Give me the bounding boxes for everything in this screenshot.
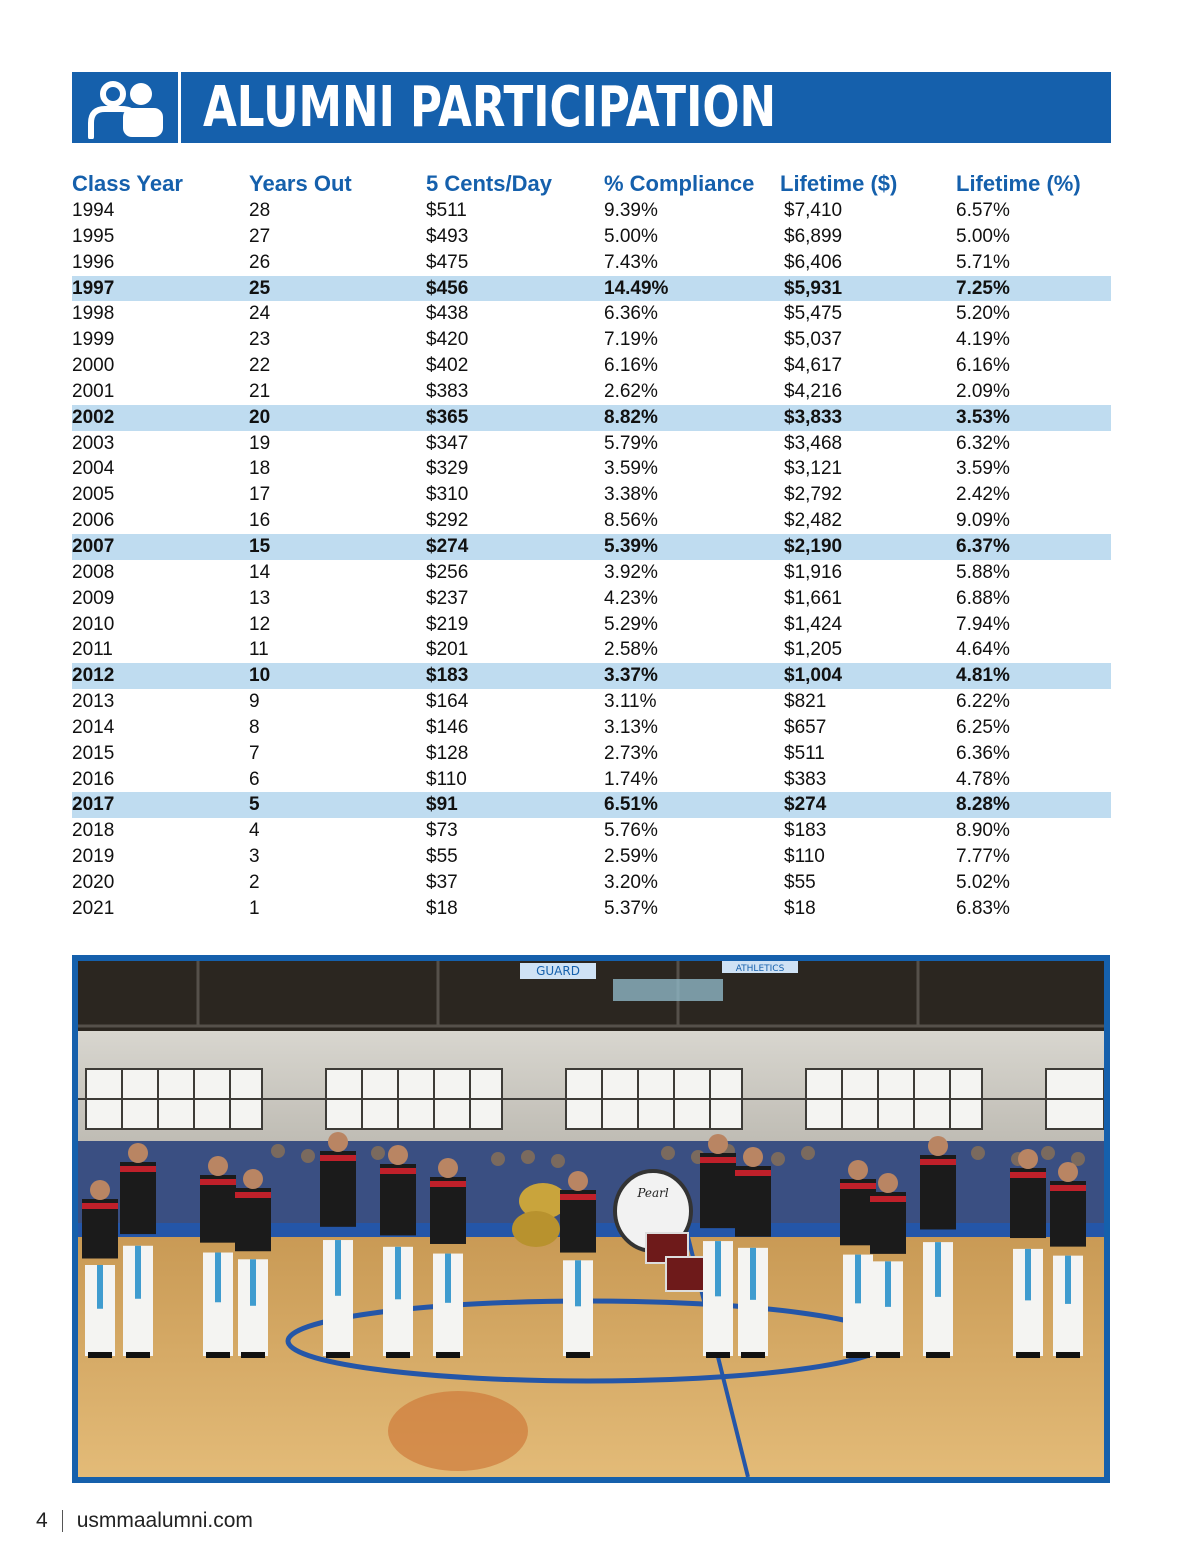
column-header: 5 Cents/Day — [426, 171, 552, 196]
table-row — [72, 301, 1111, 327]
alumni-participation-table — [72, 170, 1111, 922]
table-cell: $183 — [784, 820, 827, 842]
table-cell: 5.29% — [604, 613, 658, 635]
table-cell: $55 — [784, 871, 816, 893]
table-row — [72, 689, 1111, 715]
table-cell: 3.38% — [604, 484, 658, 506]
table-cell: 2016 — [72, 768, 115, 790]
table-cell: $310 — [426, 484, 469, 506]
table-row — [72, 818, 1111, 844]
table-cell: $292 — [426, 510, 469, 532]
table-row — [72, 379, 1111, 405]
table-cell: 2.58% — [604, 639, 658, 661]
table-cell: 2011 — [72, 639, 113, 661]
table-cell: $73 — [426, 820, 458, 842]
table-cell: 6.36% — [956, 742, 1010, 764]
table-cell: $18 — [784, 897, 816, 919]
table-cell: 24 — [249, 303, 271, 325]
table-cell: 1 — [249, 897, 260, 919]
table-cell: 4.81% — [956, 665, 1010, 687]
table-cell: 2.42% — [956, 484, 1010, 506]
table-row — [72, 276, 1111, 302]
table-cell: 3.59% — [604, 458, 658, 480]
table-cell: 5.00% — [604, 225, 658, 247]
table-cell: 6 — [249, 768, 260, 790]
table-cell: 28 — [249, 200, 271, 221]
table-cell: 3.37% — [604, 665, 658, 687]
table-cell: 4.19% — [956, 329, 1010, 351]
table-cell: 6.16% — [956, 355, 1010, 377]
table-cell: $146 — [426, 716, 469, 738]
table-cell: 8 — [249, 716, 260, 738]
section-banner — [72, 72, 1111, 143]
table-cell: $274 — [426, 535, 469, 557]
table-cell: $821 — [784, 691, 827, 713]
table-cell: 6.88% — [956, 587, 1010, 609]
table-cell: 6.32% — [956, 432, 1010, 454]
table-cell: 5.00% — [956, 225, 1010, 247]
table-cell: 6.57% — [956, 200, 1010, 221]
gym-banner-text: ATHLETICS — [735, 964, 785, 974]
banner-divider — [178, 72, 181, 143]
table-cell: 1999 — [72, 329, 115, 351]
drum-brand-text: Pearl — [637, 1186, 669, 1200]
table-row — [72, 431, 1111, 457]
table-cell: 1997 — [72, 277, 115, 299]
table-cell: 14 — [249, 561, 271, 583]
table-cell: 8.90% — [956, 820, 1010, 842]
table-row — [72, 586, 1111, 612]
table-cell: 2001 — [72, 380, 115, 402]
table-cell: $37 — [426, 871, 458, 893]
table-row — [72, 715, 1111, 741]
table-cell: 6.16% — [604, 355, 658, 377]
table-cell: 11 — [249, 639, 269, 661]
table-row — [72, 508, 1111, 534]
table-cell: $201 — [426, 639, 469, 661]
table-cell: 2021 — [72, 897, 115, 919]
table-cell: 3.59% — [956, 458, 1010, 480]
table-cell: 4.64% — [956, 639, 1010, 661]
table-cell: $2,190 — [784, 535, 843, 557]
table-cell: 2006 — [72, 510, 115, 532]
gym-banner-text: GUARD — [536, 964, 580, 978]
table-cell: $4,216 — [784, 380, 843, 402]
table-cell: 3 — [249, 846, 260, 868]
table-cell: 4.23% — [604, 587, 658, 609]
table-cell: 2008 — [72, 561, 115, 583]
table-cell: 14.49% — [604, 277, 669, 299]
table-row — [72, 741, 1111, 767]
table-cell: 3.13% — [604, 716, 658, 738]
table-cell: $1,004 — [784, 665, 843, 687]
table-row — [72, 870, 1111, 896]
table-cell: 15 — [249, 535, 271, 557]
table-cell: 7.94% — [956, 613, 1010, 635]
column-header: Class Year — [72, 171, 183, 196]
table-cell: 5.02% — [956, 871, 1010, 893]
people-icon — [72, 72, 178, 143]
table-cell: 5.71% — [956, 251, 1010, 273]
table-cell: 1994 — [72, 200, 115, 221]
table-row — [72, 767, 1111, 793]
table-cell: 2018 — [72, 820, 115, 842]
table-cell: 5.20% — [956, 303, 1010, 325]
table-cell: 2012 — [72, 665, 115, 687]
column-header: Lifetime (%) — [956, 171, 1081, 196]
column-header: Years Out — [249, 171, 352, 196]
table-cell: $110 — [784, 846, 825, 868]
table-cell: $2,792 — [784, 484, 843, 506]
table-cell: $5,037 — [784, 329, 843, 351]
table-cell: 3.92% — [604, 561, 658, 583]
table-row — [72, 327, 1111, 353]
table-cell: 8.28% — [956, 794, 1010, 816]
table-cell: 2020 — [72, 871, 115, 893]
table-cell: 2002 — [72, 406, 115, 428]
table-cell: 5.88% — [956, 561, 1010, 583]
table-cell: 21 — [249, 380, 271, 402]
table-cell: $2,482 — [784, 510, 843, 532]
table-row — [72, 198, 1111, 224]
table-row — [72, 844, 1111, 870]
table-cell: 17 — [249, 484, 271, 506]
table-row — [72, 612, 1111, 638]
table-cell: 2003 — [72, 432, 115, 454]
table-cell: 8.82% — [604, 406, 658, 428]
table-row — [72, 353, 1111, 379]
table-cell: $329 — [426, 458, 469, 480]
table-cell: 2.73% — [604, 742, 658, 764]
table-cell: $7,410 — [784, 200, 843, 221]
table-cell: 3.11% — [604, 691, 657, 713]
table-cell: $383 — [426, 380, 469, 402]
table-cell: $164 — [426, 691, 469, 713]
table-cell: 3.20% — [604, 871, 658, 893]
table-cell: 5 — [249, 794, 260, 816]
table-cell: 6.37% — [956, 535, 1010, 557]
table-cell: 8.56% — [604, 510, 658, 532]
table-cell: $128 — [426, 742, 469, 764]
footer-site: usmmaalumni.com — [76, 1509, 253, 1532]
table-cell: 26 — [249, 251, 271, 273]
table-cell: $3,121 — [784, 458, 843, 480]
table-cell: 6.51% — [604, 794, 658, 816]
table-row — [72, 663, 1111, 689]
table-cell: $1,916 — [784, 561, 843, 583]
table-row — [72, 637, 1111, 663]
table-cell: $383 — [784, 768, 827, 790]
table-cell: 9.09% — [956, 510, 1010, 532]
table-cell: $18 — [426, 897, 458, 919]
table-cell: $3,833 — [784, 406, 843, 428]
table-cell: 16 — [249, 510, 271, 532]
table-cell: 12 — [249, 613, 271, 635]
table-cell: $219 — [426, 613, 469, 635]
table-cell: 7.19% — [604, 329, 658, 351]
table-cell: 3.53% — [956, 406, 1010, 428]
table-cell: 2.62% — [604, 380, 658, 402]
table-cell: $456 — [426, 277, 469, 299]
table-cell: 2000 — [72, 355, 115, 377]
table-row — [72, 482, 1111, 508]
table-cell: 4.78% — [956, 768, 1010, 790]
table-cell: 2007 — [72, 535, 115, 557]
table-cell: $183 — [426, 665, 469, 687]
table-cell: $420 — [426, 329, 469, 351]
table-cell: 1.74% — [604, 768, 658, 790]
table-cell: 5.37% — [604, 897, 658, 919]
table-cell: 9 — [249, 691, 260, 713]
table-cell: 19 — [249, 432, 271, 454]
table-cell: 2005 — [72, 484, 115, 506]
footer-divider — [62, 1510, 63, 1532]
table-cell: 13 — [249, 587, 271, 609]
table-row — [72, 896, 1111, 922]
table-row — [72, 405, 1111, 431]
table-cell: 18 — [249, 458, 271, 480]
table-cell: 22 — [249, 355, 271, 377]
table-cell: 27 — [249, 225, 271, 247]
table-row — [72, 560, 1111, 586]
table-cell: 7 — [249, 742, 260, 764]
table-cell: $5,931 — [784, 277, 843, 299]
table-cell: 6.83% — [956, 897, 1010, 919]
table-cell: 5.76% — [604, 820, 658, 842]
table-cell: $5,475 — [784, 303, 843, 325]
table-row — [72, 456, 1111, 482]
table-cell: 4 — [249, 820, 260, 842]
table-cell: 1996 — [72, 251, 115, 273]
table-cell: 2.59% — [604, 846, 658, 868]
table-cell: $91 — [426, 794, 458, 816]
page-title: ALUMNI PARTICIPATION — [203, 75, 777, 140]
gym-scene-illustration — [78, 961, 1104, 1477]
page-number: 4 — [36, 1509, 48, 1532]
table-cell: 5.39% — [604, 535, 658, 557]
column-header: Lifetime ($) — [780, 171, 898, 196]
table-cell: 2017 — [72, 794, 115, 816]
table-cell: 1995 — [72, 225, 115, 247]
table-cell: 1998 — [72, 303, 115, 325]
table-cell: 6.25% — [956, 716, 1010, 738]
table-row — [72, 534, 1111, 560]
table-cell: $55 — [426, 846, 458, 868]
table-cell: $438 — [426, 303, 469, 325]
column-header: % Compliance — [604, 171, 755, 196]
table-cell: $347 — [426, 432, 469, 454]
table-cell: $657 — [784, 716, 827, 738]
table-cell: 2019 — [72, 846, 115, 868]
table-cell: $237 — [426, 587, 469, 609]
table-cell: $1,205 — [784, 639, 843, 661]
table-cell: 2.09% — [956, 380, 1010, 402]
table-cell: 7.25% — [956, 277, 1010, 299]
table-cell: $365 — [426, 406, 469, 428]
table-cell: 9.39% — [604, 200, 658, 221]
table-cell: 25 — [249, 277, 271, 299]
table-cell: 2014 — [72, 716, 115, 738]
table-cell: 7.43% — [604, 251, 658, 273]
table-row — [72, 250, 1111, 276]
table-cell: 6.36% — [604, 303, 658, 325]
table-cell: $274 — [784, 794, 827, 816]
table-cell: $1,661 — [784, 587, 843, 609]
table-cell: 2010 — [72, 613, 115, 635]
table-cell: $511 — [784, 742, 825, 764]
table-cell: 2009 — [72, 587, 115, 609]
table-cell: 2013 — [72, 691, 115, 713]
table-body — [72, 198, 1111, 922]
table-cell: 20 — [249, 406, 271, 428]
table-cell: $3,468 — [784, 432, 843, 454]
table-cell: 7.77% — [956, 846, 1010, 868]
table-cell: 2015 — [72, 742, 115, 764]
table-header-row — [72, 170, 1111, 198]
table-cell: $4,617 — [784, 355, 843, 377]
table-cell: 2004 — [72, 458, 115, 480]
table-cell: 10 — [249, 665, 271, 687]
table-cell: $110 — [426, 768, 467, 790]
table-cell: $6,406 — [784, 251, 843, 273]
marching-band-photo — [72, 955, 1110, 1483]
table-row — [72, 224, 1111, 250]
table-cell: $6,899 — [784, 225, 843, 247]
table-row — [72, 792, 1111, 818]
table-cell: $256 — [426, 561, 469, 583]
table-cell: $402 — [426, 355, 469, 377]
table-cell: 2 — [249, 871, 260, 893]
table-cell: $475 — [426, 251, 469, 273]
table-cell: 5.79% — [604, 432, 658, 454]
table-cell: 6.22% — [956, 691, 1010, 713]
page-footer — [36, 1508, 253, 1534]
table-cell: 23 — [249, 329, 271, 351]
table-cell: $511 — [426, 200, 467, 221]
table-cell: $1,424 — [784, 613, 843, 635]
table-cell: $493 — [426, 225, 469, 247]
